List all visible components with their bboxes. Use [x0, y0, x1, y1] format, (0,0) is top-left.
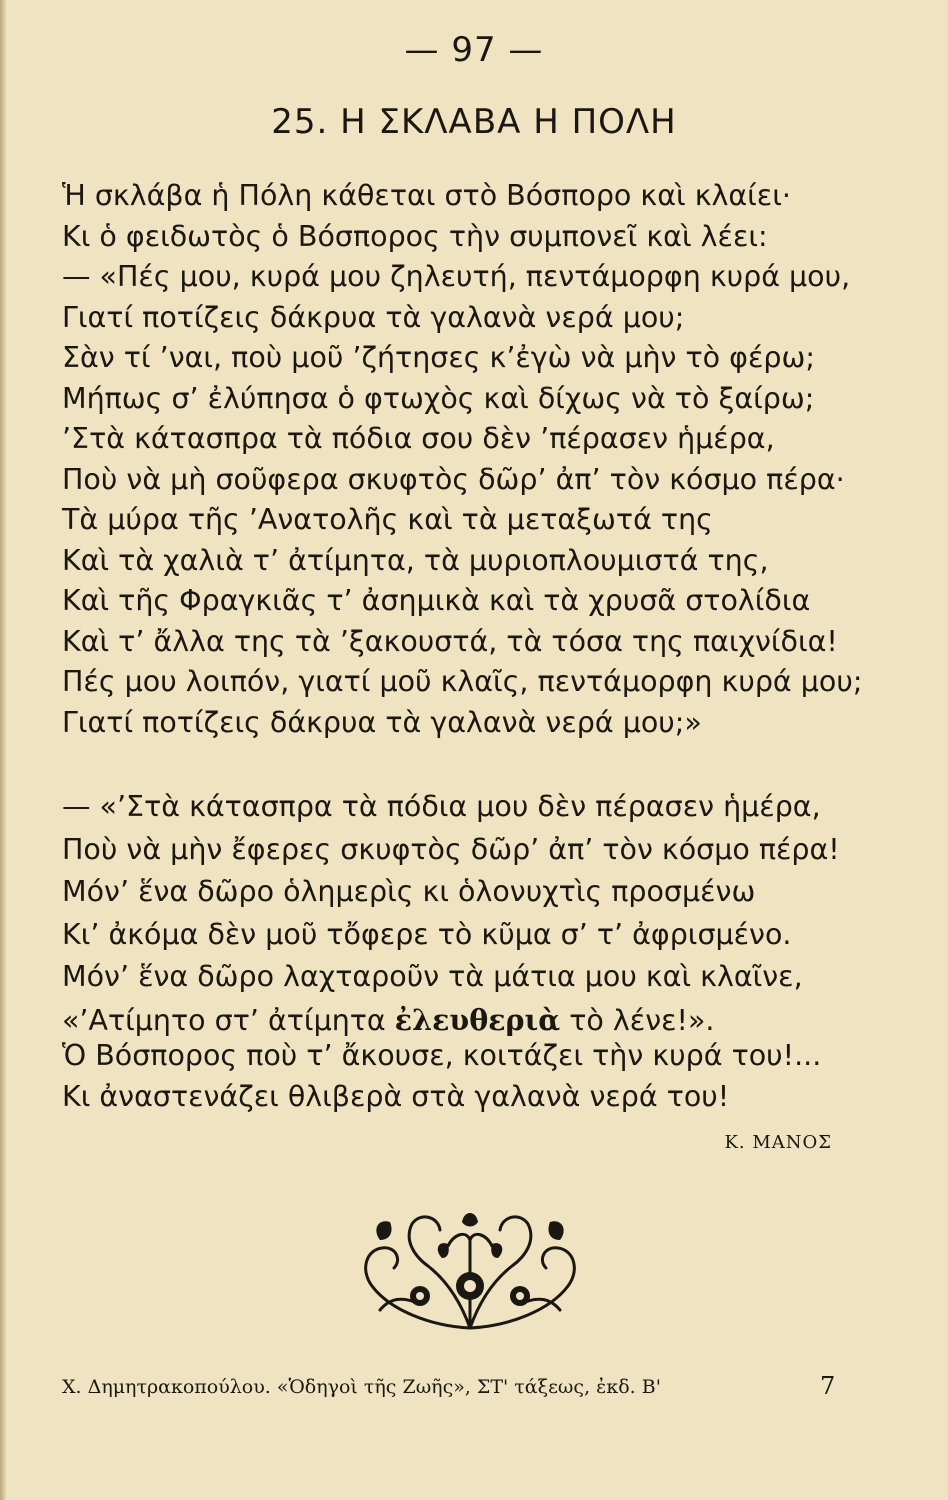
verse-line: Σὰν τί ’ναι, ποὺ μοῦ ’ζήτησες κ’ἐγὼ νὰ μὴν τὸ φέρω; — [62, 341, 815, 374]
sheet-number: 7 — [820, 1372, 836, 1400]
verse-text: «’Ατίμητο στ’ ἀτίμητα — [62, 1003, 395, 1037]
verse-line: Καὶ τ’ ἄλλα της τὰ ’ξακουστά, τὰ τόσα της παιχνίδια! — [62, 624, 838, 658]
emphasized-word: ἐλευθεριὰ — [394, 1002, 561, 1037]
verse-line: Γιατί ποτίζεις δάκρυα τὰ γαλανὰ νερά μου;» — [62, 705, 702, 739]
verse-line: Ἡ σκλάβα ἡ Πόλη κάθεται στὸ Βόσπορο καὶ κλαίει· — [62, 179, 791, 212]
verse-line: Κι ὁ φειδωτὸς ὁ Βόσπορος τὴν συμπονεῖ καὶ λέει: — [62, 219, 768, 253]
verse-line: Ποὺ νὰ μὴν ἔφερες σκυφτὸς δῶρ’ ἀπ’ τὸν κόσμο πέρα! — [62, 832, 840, 866]
verse-line: Γιατί ποτίζεις δάκρυα τὰ γαλανὰ νερά μου; — [62, 300, 685, 334]
verse-text: τὸ λένε!». — [560, 1003, 715, 1037]
verse-line: Καὶ τῆς Φραγκιᾶς τ’ ἀσημικὰ καὶ τὰ χρυσᾶ στολίδια — [62, 584, 811, 617]
verse-line: Τὰ μύρα τῆς ’Ανατολῆς καὶ τὰ μεταξωτά της — [62, 503, 713, 536]
page-edge — [0, 0, 6, 1500]
verse-line: Κι’ ἀκόμα δὲν μοῦ τὄφερε τὸ κῦμα σ’ τ’ ἀφρισμένο. — [62, 917, 792, 951]
verse-line: Πές μου λοιπόν, γιατί μοῦ κλαῖς, πεντάμορφη κυρά μου; — [62, 665, 863, 698]
verse-line: — «’Στὰ κάτασπρα τὰ πόδια μου δὲν πέρασεν ἡμέρα, — [62, 790, 821, 823]
verse-line: — «Πές μου, κυρά μου ζηλευτή, πεντάμορφη κυρά μου, — [62, 260, 851, 293]
footer-citation: Χ. Δημητρακοπούλου. «Ὁδηγοὶ τῆς Ζωῆς», ΣΤ' τάξεως, ἐκδ. Β' — [62, 1376, 661, 1398]
stanza-1 — [62, 176, 922, 743]
author-signature: Κ. ΜΑΝΟΣ — [724, 1132, 832, 1153]
verse-line: Κι ἀναστενάζει θλιβερὰ στὰ γαλανὰ νερά του! — [62, 1079, 730, 1113]
verse-line: ’Στὰ κάτασπρα τὰ πόδια σου δὲν ’πέρασεν ἡμέρα, — [62, 422, 775, 455]
poem-title: 25. Η ΣΚΛΑΒΑ Η ΠΟΛΗ — [271, 102, 677, 142]
verse-line: Μήπως σ’ ἐλύπησα ὁ φτωχὸς καὶ δίχως νὰ τὸ ξαίρω; — [62, 381, 815, 415]
stanza-3 — [62, 1036, 922, 1117]
page-number: — 97 — — [404, 30, 544, 70]
verse-line: Ὁ Βόσπορος ποὺ τ’ ἄκουσε, κοιτάζει τὴν κυρά του!... — [62, 1039, 822, 1072]
verse-line: Μόν’ ἕνα δῶρο ὁλημερὶς κι ὁλονυχτὶς προσμένω — [62, 875, 756, 909]
verse-line: Καὶ τὰ χαλιὰ τ’ ἀτίμητα, τὰ μυριοπλουμιστά της, — [62, 543, 769, 577]
floral-vignette-icon — [350, 1200, 590, 1348]
verse-line: Ποὺ νὰ μὴ σοῦφερα σκυφτὸς δῶρ’ ἀπ’ τὸν κόσμο πέρα· — [62, 462, 845, 496]
verse-line: Μόν’ ἕνα δῶρο λαχταροῦν τὰ μάτια μου καὶ κλαῖνε, — [62, 960, 803, 994]
stanza-2 — [62, 786, 922, 1042]
